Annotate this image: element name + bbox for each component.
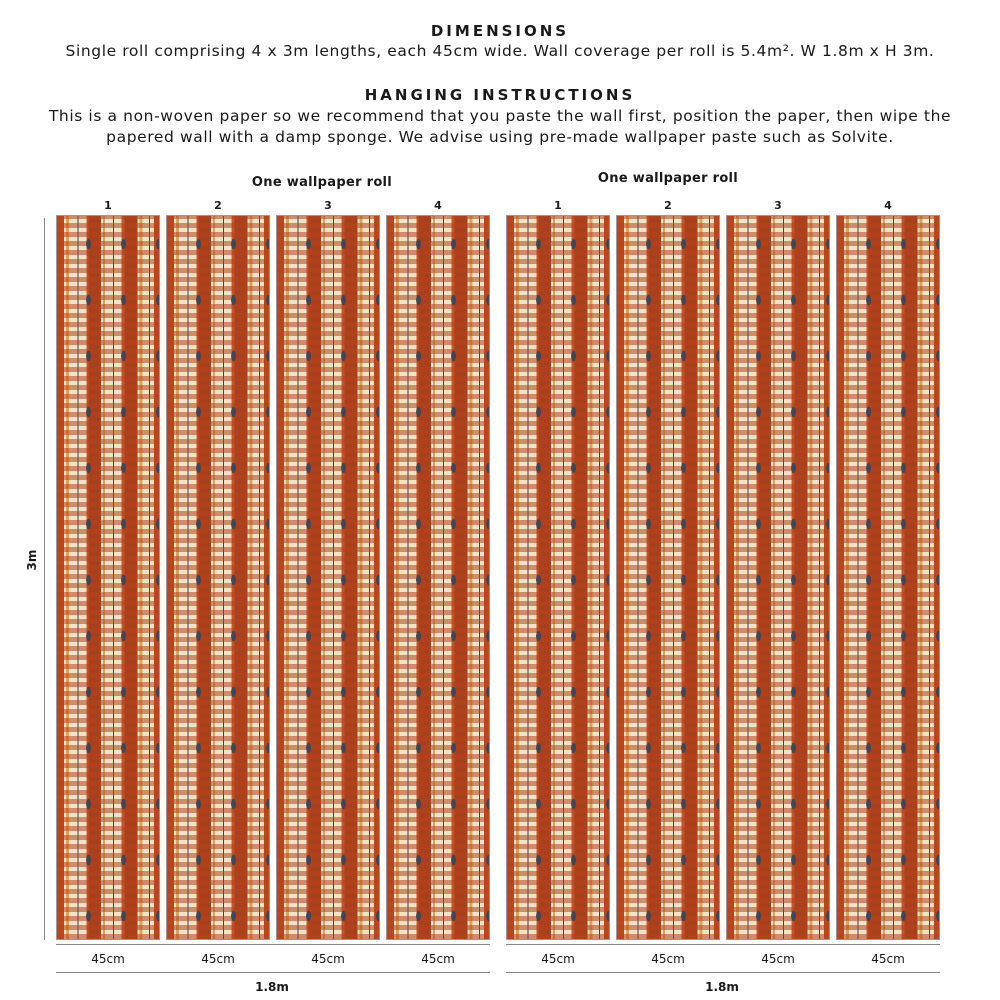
roll-2-strip-4-width: 45cm	[871, 952, 905, 966]
roll-2-strip-4-number: 4	[884, 199, 892, 212]
height-dimension-line	[44, 218, 45, 940]
roll-2-strip-2	[616, 215, 720, 940]
roll-1-strip-1	[56, 215, 160, 940]
roll-1-strip-2-number: 2	[214, 199, 222, 212]
dimensions-heading: DIMENSIONS	[430, 22, 570, 40]
height-label: 3m	[25, 549, 39, 571]
roll-2-strip-3-width: 45cm	[761, 952, 795, 966]
dimensions-text: Single roll comprising 4 x 3m lengths, each 45cm wide. Wall coverage per roll is 5.4m². W 1.8m x H 3m.	[65, 42, 935, 60]
roll-2-strip-3	[726, 215, 830, 940]
roll-2-strip-2-number: 2	[664, 199, 672, 212]
roll-1-title: One wallpaper roll	[251, 175, 393, 190]
roll-1-strip-1-number: 1	[104, 199, 112, 212]
roll-1-total-width: 1.8m	[255, 980, 289, 994]
roll-1-strip-2-width: 45cm	[201, 952, 235, 966]
roll-1-strip-4	[386, 215, 490, 940]
roll-1-strip-3-number: 3	[324, 199, 332, 212]
roll-2-total-width-line	[506, 972, 940, 973]
roll-1-strip-3	[276, 215, 380, 940]
roll-2-strip-2-width: 45cm	[651, 952, 685, 966]
roll-1-strip-1-width: 45cm	[91, 952, 125, 966]
roll-2-strip-4	[836, 215, 940, 940]
roll-2-strip-1-number: 1	[554, 199, 562, 212]
roll-1-total-width-line	[56, 972, 490, 973]
roll-1-strip-2	[166, 215, 270, 940]
roll-1-strip-3-width: 45cm	[311, 952, 345, 966]
roll-1-strip-4-width: 45cm	[421, 952, 455, 966]
roll-2-strip-width-line	[506, 944, 940, 945]
roll-2-total-width: 1.8m	[705, 980, 739, 994]
roll-2-strip-3-number: 3	[774, 199, 782, 212]
hanging-instructions-heading: HANGING INSTRUCTIONS	[364, 86, 636, 104]
roll-1-strip-4-number: 4	[434, 199, 442, 212]
roll-2-strip-1-width: 45cm	[541, 952, 575, 966]
roll-1-strip-width-line	[56, 944, 490, 945]
roll-2-strip-1	[506, 215, 610, 940]
hanging-instructions-line-2: papered wall with a damp sponge. We advise using pre-made wallpaper paste such as Solvite.	[106, 128, 894, 146]
hanging-instructions-line-1: This is a non-woven paper so we recommend that you paste the wall first, position the paper, then wipe the	[48, 107, 952, 125]
roll-2-title: One wallpaper roll	[597, 171, 739, 186]
